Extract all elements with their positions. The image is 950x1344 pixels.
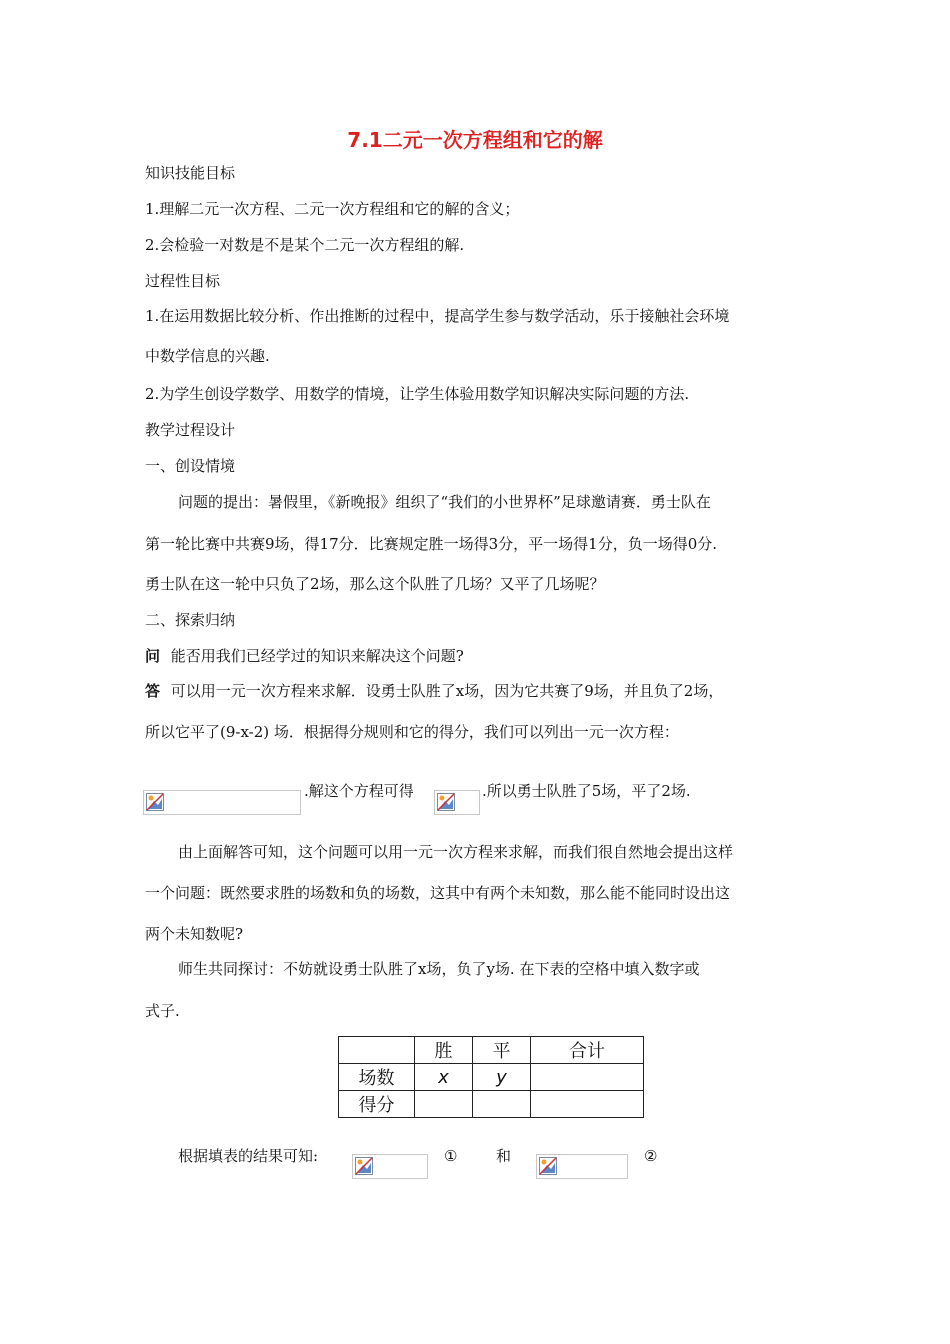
paragraph-line-3: 两个未知数呢? bbox=[145, 925, 244, 943]
table-cell bbox=[473, 1091, 531, 1118]
paragraph-line-2: 一个问题：既然要求胜的场数和负的场数，这其中有两个未知数，那么能不能同时设出这 bbox=[145, 884, 731, 902]
question-label: 问 bbox=[145, 647, 161, 665]
circled-mark-2: ② bbox=[644, 1147, 658, 1165]
answer-text-1: 可以用一元一次方程来求解．设勇士队胜了x场，因为它共赛了9场，并且负了2场， bbox=[170, 682, 724, 700]
question-text: 能否用我们已经学过的知识来解决这个问题? bbox=[170, 647, 464, 665]
process-goal-1b: 中数学信息的兴趣. bbox=[145, 347, 270, 365]
broken-image-icon bbox=[355, 1157, 373, 1175]
table-row bbox=[339, 1064, 644, 1091]
problem-line-3: 勇士队在这一轮中只负了2场，那么这个队胜了几场？又平了几场呢？ bbox=[145, 575, 605, 593]
process-goal-2: 2.为学生创设学数学、用数学的情境，让学生体验用数学知识解决实际问题的方法. bbox=[145, 385, 690, 403]
table-cell bbox=[531, 1064, 644, 1091]
table-row-label-points: 得分 bbox=[339, 1091, 415, 1118]
table-cell bbox=[415, 1091, 473, 1118]
score-table bbox=[338, 1036, 644, 1118]
table-row bbox=[339, 1091, 644, 1118]
solution-image-placeholder bbox=[434, 790, 480, 815]
broken-image-icon bbox=[437, 793, 455, 811]
process-goal-1a: 1.在运用数据比较分析、作出推断的过程中，提高学生参与数学活动，乐于接触社会环境 bbox=[145, 307, 730, 325]
table-cell-y: y bbox=[473, 1064, 531, 1091]
equation-1-image-placeholder bbox=[352, 1154, 428, 1179]
circled-mark-1: ① bbox=[444, 1147, 458, 1165]
result-text: 根据填表的结果可知: bbox=[178, 1147, 319, 1165]
discussion-line-2: 式子. bbox=[145, 1002, 180, 1020]
table-row-label-games: 场数 bbox=[339, 1064, 415, 1091]
and-text: 和 bbox=[496, 1147, 512, 1165]
paragraph-line-1: 由上面解答可知，这个问题可以用一元一次方程来求解，而我们很自然地会提出这样 bbox=[178, 843, 734, 861]
answer-line-1 bbox=[145, 681, 723, 701]
skill-goal-2: 2.会检验一对数是不是某个二元一次方程组的解. bbox=[145, 236, 465, 254]
equation-text-1: .解这个方程可得 bbox=[304, 782, 414, 800]
heading-process-goals: 过程性目标 bbox=[145, 272, 221, 290]
heading-section-one: 一、创设情境 bbox=[145, 457, 236, 475]
heading-skill-goals: 知识技能目标 bbox=[145, 164, 236, 182]
broken-image-icon bbox=[146, 793, 164, 811]
table-cell bbox=[531, 1091, 644, 1118]
heading-section-two: 二、探索归纳 bbox=[145, 611, 236, 629]
equation-2-image-placeholder bbox=[536, 1154, 628, 1179]
equation-image-placeholder bbox=[143, 790, 301, 815]
discussion-line-1: 师生共同探讨：不妨就设勇士队胜了x场，负了y场. 在下表的空格中填入数字或 bbox=[178, 960, 700, 978]
skill-goal-1: 1.理解二元一次方程、二元一次方程组和它的解的含义； bbox=[145, 200, 520, 218]
page-title: 7.1二元一次方程组和它的解 bbox=[347, 128, 603, 152]
question-line bbox=[145, 646, 464, 666]
answer-label: 答 bbox=[145, 682, 161, 700]
heading-design: 教学过程设计 bbox=[145, 421, 236, 439]
table-cell-x: x bbox=[415, 1064, 473, 1091]
table-header-win: 胜 bbox=[415, 1037, 473, 1064]
problem-line-2: 第一轮比赛中共赛9场，得17分．比赛规定胜一场得3分，平一场得1分，负一场得0分. bbox=[145, 535, 718, 553]
table-header-draw: 平 bbox=[473, 1037, 531, 1064]
broken-image-icon bbox=[539, 1157, 557, 1175]
equation-text-2: .所以勇士队胜了5场，平了2场. bbox=[482, 782, 691, 800]
answer-line-2: 所以它平了(9-x-2) 场．根据得分规则和它的得分，我们可以列出一元一次方程： bbox=[145, 723, 679, 741]
problem-line-1: 问题的提出：暑假里，《新晚报》组织了“我们的小世界杯”足球邀请赛．勇士队在 bbox=[178, 493, 711, 511]
table-cell bbox=[339, 1037, 415, 1064]
table-header-total: 合计 bbox=[531, 1037, 644, 1064]
table-row bbox=[339, 1037, 644, 1064]
